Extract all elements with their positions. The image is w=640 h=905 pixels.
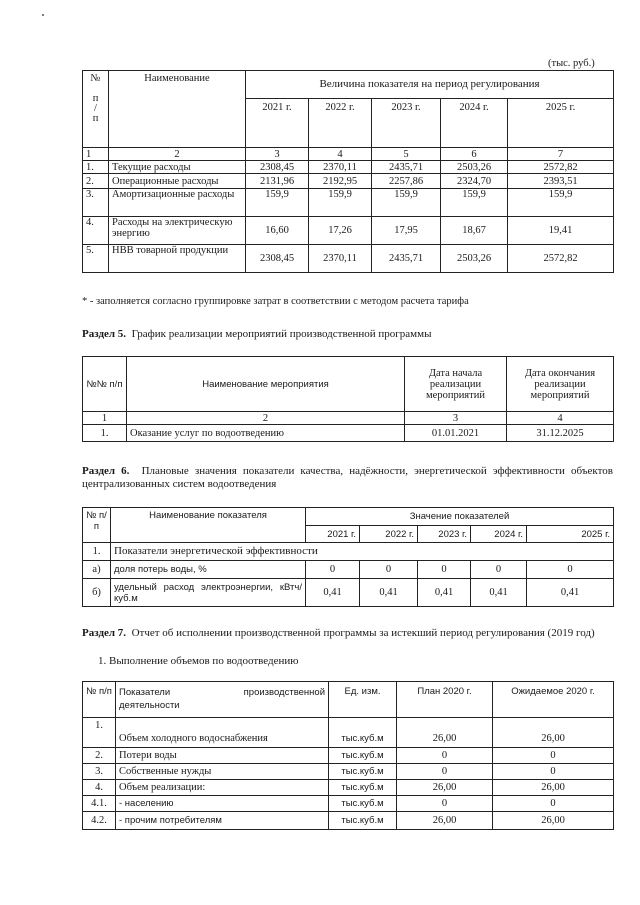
year-header: 2024 г. [441, 99, 508, 148]
footnote: * - заполняется согласно группировке затрат в соответствии с методом расчета тарифа [82, 296, 469, 307]
col-number: 7 [508, 148, 614, 161]
section7-subtitle: 1. Выполнение объемов по водоотведению [98, 655, 299, 667]
year-header: 2023 г. [372, 99, 441, 148]
section5-title: График реализации мероприятий производственной программы [131, 328, 432, 340]
table-row: 3. Амортизационные расходы 159,9 159,9 159,9 159,9 159,9 [83, 189, 614, 217]
header-indicator: Наименование показателя [111, 508, 306, 543]
col-name-header: Наименование [109, 71, 246, 148]
scan-dot [42, 14, 44, 16]
execution-table [82, 681, 614, 830]
section6-label: Раздел 6. [82, 465, 130, 477]
col-number: 2 [109, 148, 246, 161]
header-values-group: Значение показателей [306, 508, 614, 526]
table-row: 1. Объем холодного водоснабжения тыс.куб.м 26,00 26,00 [83, 718, 614, 748]
table-row: б) удельный расход электроэнергии, кВтч/куб.м 0,41 0,41 0,41 0,41 0,41 [83, 579, 614, 607]
quality-table [82, 507, 614, 607]
section6-title: Плановые значения показатели качества, надёжности, энергетической эффективности объектов централизованных систем водоотведения [82, 465, 613, 490]
col-number: 5 [372, 148, 441, 161]
header-expected: Ожидаемое 2020 г. [493, 682, 614, 718]
header-unit: Ед. изм. [329, 682, 397, 718]
section5-heading [82, 328, 612, 341]
cost-table [82, 70, 614, 273]
table-row: 2. Потери воды тыс.куб.м 0 0 [83, 748, 614, 764]
col-number: 1 [83, 412, 127, 425]
year-header: 2024 г. [471, 526, 527, 543]
header-indicators: Показатели производственной деятельности [116, 682, 329, 718]
year-header: 2022 г. [360, 526, 418, 543]
table-row: а) доля потерь воды, % 0 0 0 0 0 [83, 561, 614, 579]
year-header: 2021 г. [246, 99, 309, 148]
table-row: 1. Текущие расходы 2308,45 2370,11 2435,71 2503,26 2572,82 [83, 161, 614, 174]
section5-label: Раздел 5. [82, 328, 127, 340]
col-number: 6 [441, 148, 508, 161]
col-number: 3 [246, 148, 309, 161]
header-activity: Наименование мероприятия [127, 357, 405, 412]
col-number: 4 [309, 148, 372, 161]
table-row: 5. НВВ товарной продукции 2308,45 2370,11 2435,71 2503,26 2572,82 [83, 245, 614, 273]
col-number: 2 [127, 412, 405, 425]
unit-note: (тыс. руб.) [548, 58, 595, 69]
header-no: №№ п/п [83, 357, 127, 412]
table-row: 4.2. - прочим потребителям тыс.куб.м 26,00 26,00 [83, 812, 614, 830]
header-end-date: Дата окончания реализации мероприятий [507, 357, 614, 412]
section7-label: Раздел 7. [82, 627, 127, 639]
year-header: 2021 г. [306, 526, 360, 543]
header-start-date: Дата начала реализации мероприятий [405, 357, 507, 412]
section6-heading [82, 465, 613, 491]
col-number: 3 [405, 412, 507, 425]
table-row: 2. Операционные расходы 2131,96 2192,95 2257,86 2324,70 2393,51 [83, 174, 614, 189]
header-no: № п/п [83, 508, 111, 543]
year-header: 2025 г. [527, 526, 614, 543]
table-row: 1. Оказание услуг по водоотведению 01.01.2021 31.12.2025 [83, 425, 614, 442]
section7-title: Отчет об исполнении производственной программы за истекший период регулирования (2019 год) [131, 627, 595, 639]
col-number: 4 [507, 412, 614, 425]
table-row: 4.1. - населению тыс.куб.м 0 0 [83, 796, 614, 812]
table-row: 4. Объем реализации: тыс.куб.м 26,00 26,00 [83, 780, 614, 796]
col-number: 1 [83, 148, 109, 161]
header-no: № п/п [83, 682, 116, 718]
group-row: 1. Показатели энергетической эффективности [83, 543, 614, 561]
year-header: 2025 г. [508, 99, 614, 148]
year-header: 2023 г. [418, 526, 471, 543]
section7-heading [82, 627, 613, 640]
table-row: 4. Расходы на электрическую энергию 16,60 17,26 17,95 18,67 19,41 [83, 217, 614, 245]
schedule-table [82, 356, 614, 442]
period-group-header: Величина показателя на период регулирования [246, 71, 614, 99]
header-plan: План 2020 г. [397, 682, 493, 718]
col-no-header: № п / п [83, 71, 109, 148]
table-row: 3. Собственные нужды тыс.куб.м 0 0 [83, 764, 614, 780]
year-header: 2022 г. [309, 99, 372, 148]
